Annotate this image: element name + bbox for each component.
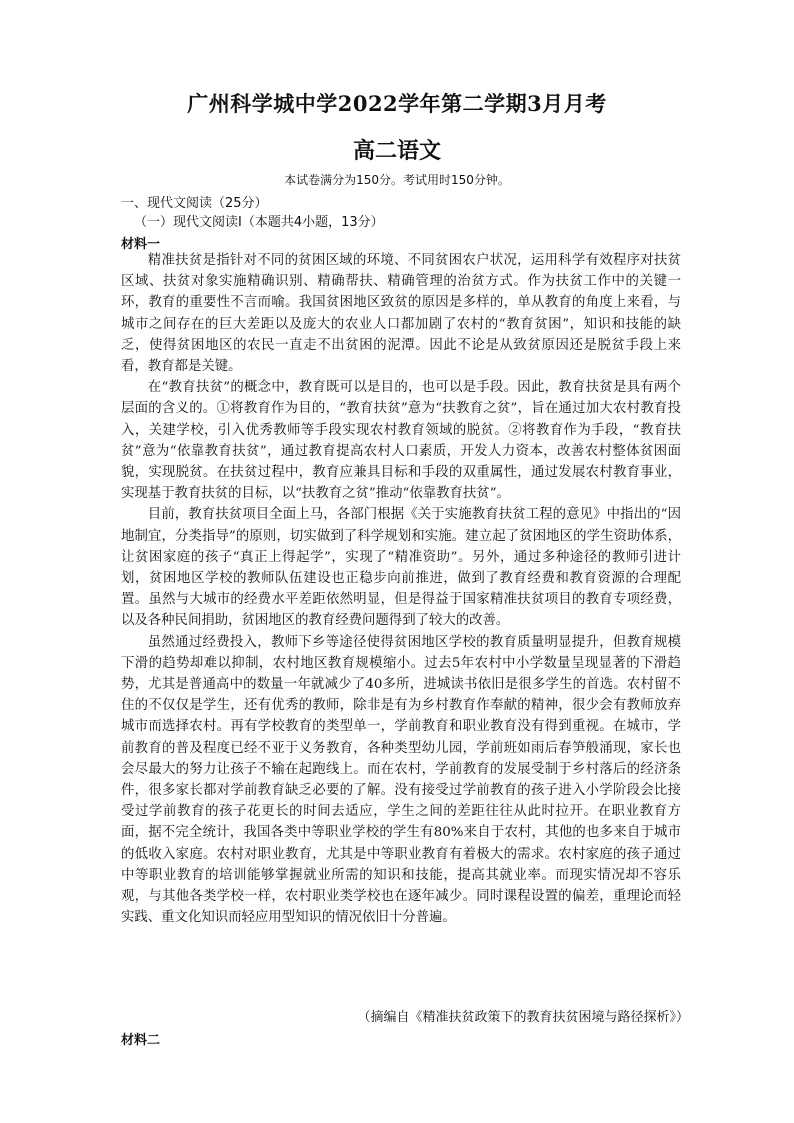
- exam-note: 本试卷满分为150分。考试用时150分钟。: [284, 173, 510, 187]
- paragraph: 目前，教育扶贫项目全面上马，各部门根据《关于实施教育扶贫工程的意见》中指出的“因地制宜，分类指导”的原则，切实做到了科学规划和实施。建立起了贫困地区的学生资助体系，让贫困家庭的孩子“真正上得起学”，实现了“精准资助”。另外，通过多种途径的教师引进计划，贫困地区学校的教师队伍建设也正稳步向前推进，做到了教育经费和教育资源的合理配置。虽然与大城市的经费水平差距依然明显，但是得益于国家精准扶贫项目的教育专项经费，以及各种民间捐助，贫困地区的教育经费问题得到了较大的改善。: [121, 507, 681, 629]
- section-subheading: （一）现代文阅读Ⅰ（本题共4小题，13分）: [134, 215, 384, 230]
- paragraph: 在“教育扶贫”的概念中，教育既可以是目的，也可以是手段。因此，教育扶贫是具有两个层面的含义的。①将教育作为目的，“教育扶贫”意为“扶教育之贫”，旨在通过加大农村教育投入，关建学校，引入优秀教师等手段实现农村教育领域的脱贫。②将教育作为手段，“教育扶贫”意为“依靠教育扶贫”，通过教育提高农村人口素质，开发人力资本，改善农村整体贫困面貌，实现脱贫。在扶贫过程中，教育应兼具目标和手段的双重属性，通过发展农村教育事业，实现基于教育扶贫的目标，以“扶教育之贫”推动“依靠教育扶贫”。: [121, 380, 681, 502]
- subject-title: 高二语文: [352, 138, 441, 164]
- citation: （摘编自《精准扶贫政策下的教育扶贫困境与路径探析》）: [357, 1010, 689, 1025]
- exam-title: 广州科学城中学2022学年第二学期3月月考: [187, 91, 607, 116]
- material-two-label: 材料二: [121, 1033, 161, 1048]
- paragraph: 精准扶贫是指针对不同的贫困区域的环境、不同贫困农户状况，运用科学有效程序对扶贫区域、扶贫对象实施精确识别、精确帮扶、精确管理的治贫方式。作为扶贫工作中的关键一环，教育的重要性不言而喻。我国贫困地区致贫的原因是多样的，单从教育的角度上来看，与城市之间存在的巨大差距以及庞大的农业人口都加剧了农村的“教育贫困”，知识和技能的缺乏，使得贫困地区的农民一直走不出贫困的泥潭。因此不论是从致贫原因还是脱贫手段上来看，教育都是关键。: [121, 253, 681, 375]
- material-one-body: [121, 250, 681, 929]
- paragraph: 虽然通过经费投入，教师下乡等途径使得贫困地区学校的教育质量明显提升，但教育规模下滑的趋势却难以抑制，农村地区教育规模缩小。过去5年农村中小学数量呈现显著的下滑趋势，尤其是普通高中的数量一年就减少了40多所，进城读书依旧是很多学生的首选。农村留不住的不仅仅是学生，还有优秀的教师，除非是有为乡村教育作奉献的精神，很少会有教师放弃城市而选择农村。再有学校教育的类型单一，学前教育和职业教育没有得到重视。在城市，学前教育的普及程度已经不亚于义务教育，各种类型幼儿园，学前班如雨后春笋般涌现，家长也会尽最大的努力让孩子不输在起跑线上。而在农村，学前教育的发展受制于乡村落后的经济条件，很多家长都对学前教育缺乏必要的了解。没有接受过学前教育的孩子进入小学阶段会比接受过学前教育的孩子花更长的时间去适应，学生之间的差距往往从此时拉开。在职业教育方面，据不完全统计，我国各类中等职业学校的学生有80%来自于农村，其他的也多来自于城市的低收入家庭。农村对职业教育，尤其是中等职业教育有着极大的需求。农村家庭的孩子通过中等职业教育的培训能够掌握就业所需的知识和技能，提高其就业率。而现实情况却不容乐观，与其他各类学校一样，农村职业类学校也在逐年减少。同时课程设置的偏差，重理论而轻实践、重文化知识而轻应用型知识的情况依旧十分普遍。: [121, 634, 681, 926]
- section-heading: 一、现代文阅读（25分）: [121, 196, 268, 211]
- material-one-label: 材料一: [121, 237, 161, 252]
